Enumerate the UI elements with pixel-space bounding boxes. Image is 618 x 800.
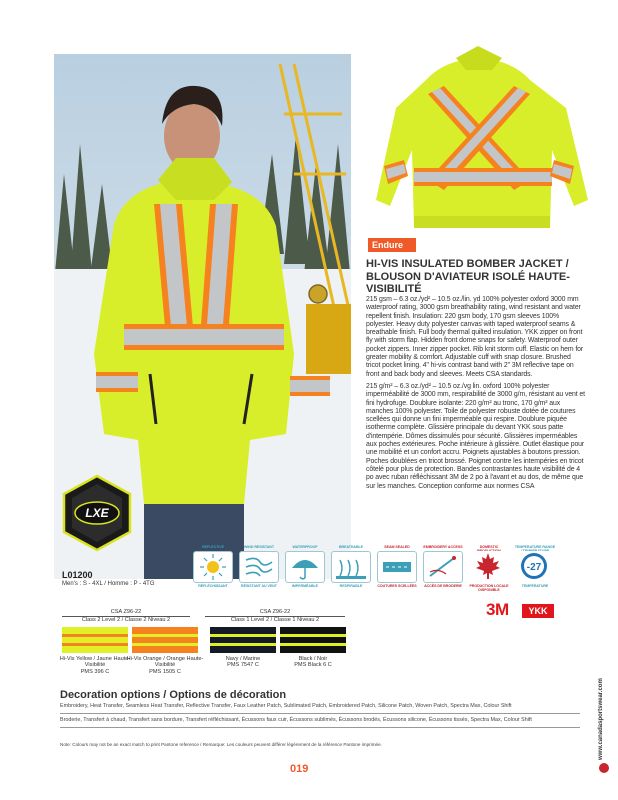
product-sizes: Men's : S - 4XL / Homme : P - 4TG [62, 581, 155, 587]
swatch-black [280, 627, 346, 653]
website-url-text: www.canadasportswear.com [598, 678, 604, 760]
product-title [366, 258, 586, 296]
csa-group-1: CSA Z96-22 Class 2 Level 2 / Classe 2 Niveau 2 [62, 609, 190, 623]
breathable-icon [331, 551, 371, 583]
embroidery-icon [423, 551, 463, 583]
csa-group-2: CSA Z96-22 Class 1 Level 2 / Classe 1 Niveau 2 [205, 609, 345, 623]
decoration-options-fr: Broderie, Transfert à chaud, Transfert sans bordure, Transfert réfléchissant, Écussons faux cuir, Écussons sublimés, Écussons brodés, Écussons silicone, Écussons tissés, Spectra Max, Colour Shift [60, 717, 532, 723]
swatch-label-yellow: Hi-Vis Yellow / Jaune Haute-Visibilité PMS 396 C [59, 656, 131, 675]
description-en: 215 gsm – 6.3 oz./yd² – 10.5 oz./lin. yd 100% polyester oxford 3000 mm waterproof rating, 3000 gsm breathability rating, wind resistant and water repellent finish. Insulation: 220 gsm body, 170 gsm sleeves 100% polyester. Heavy duty polyester canvas with taped waterproof seams & breathable finish. Full body thermal quilted insulation. YKK zipper on front fly with storm flap. Hidden front dome snaps for safety. Waterproof outer pocket zippers. Inner zipper pocket. Rib knit storm cuff. Elastic on hem for greater mobility & comfort. Adjustable cuff with snap closure. Brushed tricot pocket lining. 4" hi-vis contrast band with 2" 3M reflective tape on front and back body and sleeves. Meets CSA standards. [366, 296, 584, 378]
product-jacket-image [370, 40, 588, 240]
divider [60, 713, 580, 714]
swatch-label-navy: Navy / Marine PMS 7547 C [225, 656, 261, 669]
feature-icons [192, 545, 562, 601]
website-url [598, 610, 610, 770]
divider [60, 727, 580, 728]
lxe-logo-text: LXE [85, 506, 109, 520]
feature-domestic-production: DOMESTIC PRODUCTION LOCALE DISPONIBLE [469, 545, 509, 592]
feature-temperature: TEMPERATURE RANGE -27 TEMPÉRATURE [514, 545, 556, 588]
feature-wind-resistant: WIND RESISTANT RÉSISTANT AU VENT [238, 545, 280, 588]
temperature-icon [515, 551, 555, 583]
logo-3m: 3M [486, 600, 509, 619]
feature-waterproof: WATERPROOF IMPERMÉABLE [284, 545, 326, 588]
brand-mark-icon [598, 762, 610, 774]
feature-embroidery-access: EMBROIDERY ACCESS ACCÈS DE BRODERIE [423, 545, 463, 588]
seam-icon [377, 551, 417, 583]
umbrella-icon [285, 551, 325, 583]
feature-seam-sealed: SEAM SEALED COUTURES SCELLÉES [377, 545, 417, 588]
feature-breathable: BREATHABLE RESPIRABLE [330, 545, 372, 588]
decoration-title: Decoration options / Options de décoration [60, 689, 287, 701]
swatch-label-orange: Hi-Vis Orange / Orange Haute-Visibilité PMS 1505 C [126, 656, 204, 675]
product-description [366, 296, 586, 495]
swatch-label-black: Black / Noir PMS Black 6 C [294, 656, 332, 669]
page-number: 019 [290, 763, 309, 775]
description-fr: 215 g/m² – 6.3 oz./yd² – 10.5 oz./vg lin. oxford 100% polyester imperméabilité de 3000 mm, respirabilité de 3000 g/m, résistant au vent et fini hydrofuge. Doublure isolante: 220 g/m² au tronc, 170 g/m² aux manches 100% polyester. Toile de polyester robuste dotée de coutures scellées qui donne un fini imperméable qui respire. Doublure piquée isotherme complète. Glissière principale du devant YKK sous patte d'intempérie. Dômes dissimulés pour sécurité. Glissières imperméables aux poches extérieures. Poche intérieure à glissière. Outlet élastique pour une mobilité et un confort accru. Poignets ajustables à boutons pression. Poches doublées en tricot brossé. Poignet contre les intempéries en tricot côtelé pour plus de protection. Bandes contrastantes haute visibilité de 4 po avec ruban réfléchissant 3M de 2 po à l'avant et au dos, de même que sur les manches. Conception conforme aux normes CSA [366, 382, 585, 490]
decoration-options-en: Embroidery, Heat Transfer, Seamless Heat Transfer, Reflective Transfer, Faux Leather Patch, Sublimated Patch, Embroidered Patch, Silicone Patch, Woven Patch, Spectra Max, Colour Shift [60, 703, 512, 709]
colour-note: Note: Colours may not be an exact match to print Pantone reference / Remarque: Les couleurs peuvent différer légèrement de la référence Pantone imprimée. [60, 742, 382, 747]
title-en: HI-VIS INSULATED BOMBER JACKET / [366, 258, 569, 270]
reflective-icon [193, 551, 233, 583]
swatch-hivis-yellow [62, 627, 128, 653]
wind-icon [239, 551, 279, 583]
swatch-hivis-orange [132, 627, 198, 653]
logo-ykk: YKK [522, 604, 554, 618]
brand-tag: Endure [368, 238, 416, 252]
title-fr: BLOUSON D'AVIATEUR ISOLÉ HAUTE-VISIBILITÉ [366, 270, 570, 295]
product-code: L01200 [62, 570, 93, 580]
temperature-value: -27 [526, 562, 542, 573]
lxe-badge [58, 474, 136, 552]
swatch-navy [210, 627, 276, 653]
maple-leaf-icon [469, 551, 509, 583]
feature-reflective: REFLECTIVE RÉFLÉCHISSANT [192, 545, 234, 588]
